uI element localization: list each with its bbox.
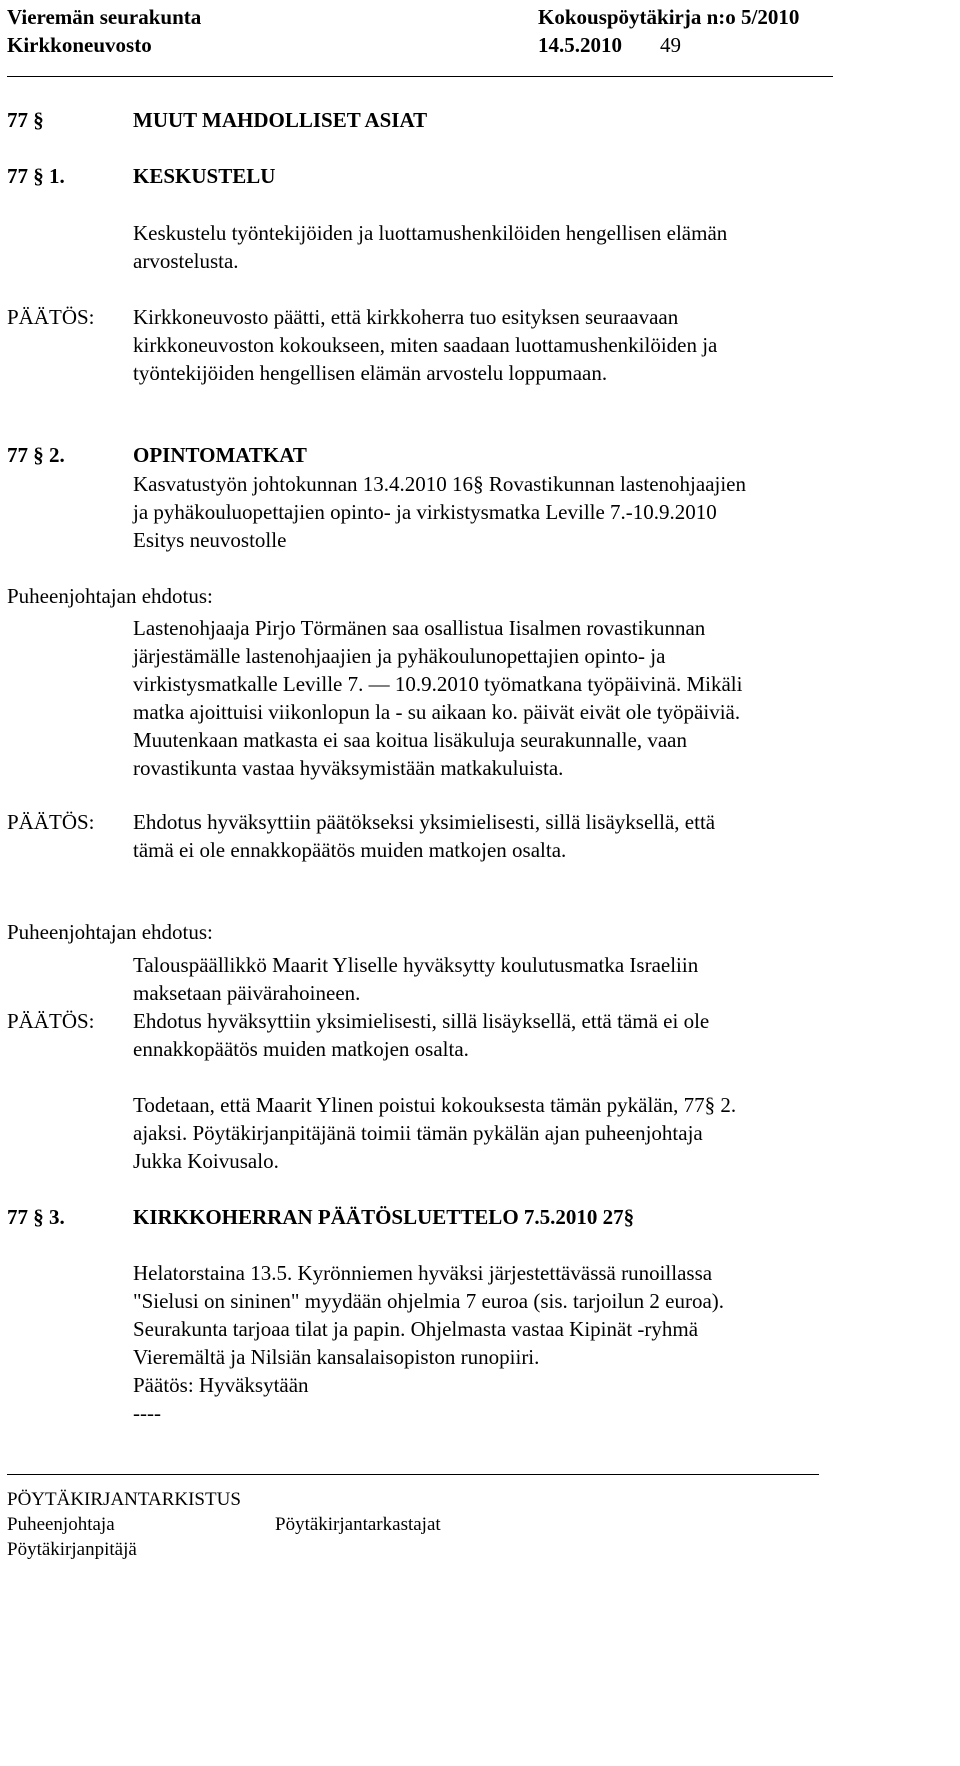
item-2-decision-2-line: Ehdotus hyväksyttiin yksimielisesti, sillä lisäyksellä, että tämä ei ole	[133, 1009, 710, 1033]
item-2-decision-2-label: PÄÄTÖS:	[7, 1009, 95, 1033]
item-2-note-line: ajaksi. Pöytäkirjanpitäjänä toimii tämän pykälän ajan puheenjohtaja	[133, 1121, 703, 1145]
item-2-decision-2-line: ennakkopäätös muiden matkojen osalta.	[133, 1037, 469, 1061]
item-2-number: 77 § 2.	[7, 443, 65, 467]
item-3-number: 77 § 3.	[7, 1205, 65, 1229]
item-1-decision-line: työntekijöiden hengellisen elämän arvostelu loppumaan.	[133, 361, 608, 385]
item-3-decision-line: Päätös: Hyväksytään	[133, 1373, 309, 1397]
item-2-proposal-line: matka ajoittuisi viikonlopun la - su aikaan ko. päivät eivät ole työpäiviä.	[133, 700, 741, 724]
item-3-end-marker: ----	[133, 1401, 161, 1425]
section-sign-icon: §	[33, 108, 44, 132]
header-document-number: Kokouspöytäkirja n:o 5/2010	[538, 5, 800, 29]
section-number: 77 §	[7, 108, 44, 132]
section-sign-icon: §	[33, 443, 44, 467]
item-2-proposal-line: rovastikunta vastaa hyväksymistään matkakuluista.	[133, 756, 564, 780]
footer-title: PÖYTÄKIRJANTARKISTUS	[7, 1489, 241, 1510]
item-2-decision-line: Ehdotus hyväksyttiin päätökseksi yksimielisesti, sillä lisäyksellä, että	[133, 810, 716, 834]
item-3-text-line: Seurakunta tarjoaa tilat ja papin. Ohjelmasta vastaa Kipinät -ryhmä	[133, 1317, 699, 1341]
section-sign-icon: §	[33, 164, 44, 188]
item-1-text-line: Keskustelu työntekijöiden ja luottamushenkilöiden hengellisen elämän	[133, 221, 728, 245]
item-2-proposal-line: virkistysmatkalle Leville 7. — 10.9.2010 työmatkana työpäivinä. Mikäli	[133, 672, 743, 696]
header-body: Kirkkoneuvosto	[7, 33, 152, 57]
section-sign-icon: §	[704, 1093, 716, 1117]
header-organization: Vieremän seurakunta	[7, 5, 202, 29]
header-date: 14.5.2010	[538, 33, 622, 57]
section-sign-icon: §	[33, 1205, 44, 1229]
item-2-proposal-label: Puheenjohtajan ehdotus:	[7, 584, 213, 608]
item-2-proposal-line: järjestämälle lastenohjaajien ja pyhäkoulunopettajien opinto- ja	[133, 644, 666, 668]
item-2-proposal-line: Muutenkaan matkasta ei saa koitua lisäkuluja seurakunnalle, vaan	[133, 728, 687, 752]
item-2-note-line: Todetaan, että Maarit Ylinen poistui kokouksesta tämän pykälän, 77§ 2.	[133, 1093, 737, 1117]
footer-secretary: Pöytäkirjanpitäjä	[7, 1539, 137, 1560]
footer-checkers: Pöytäkirjantarkastajat	[275, 1514, 441, 1535]
item-1-number: 77 § 1.	[7, 164, 65, 188]
item-3-text-line: "Sielusi on sininen" myydään ohjelmia 7 euroa (sis. tarjoilun 2 euroa).	[133, 1289, 725, 1313]
item-3-title: KIRKKOHERRAN PÄÄTÖSLUETTELO 7.5.2010 27§	[133, 1205, 635, 1229]
item-2-decision-line: tämä ei ole ennakkopäätös muiden matkojen osalta.	[133, 838, 567, 862]
item-2-proposal-2-line: maksetaan päivärahoineen.	[133, 981, 361, 1005]
item-2-note-line: Jukka Koivusalo.	[133, 1149, 279, 1173]
item-2-title: OPINTOMATKAT	[133, 443, 307, 467]
item-2-decision-label: PÄÄTÖS:	[7, 810, 95, 834]
header-page-number: 49	[660, 33, 681, 57]
item-3-text-line: Helatorstaina 13.5. Kyrönniemen hyväksi järjestettävässä runoillassa	[133, 1261, 713, 1285]
section-sign-icon: §	[623, 1205, 635, 1229]
item-1-decision-line: kirkkoneuvoston kokoukseen, miten saadaan luottamushenkilöiden ja	[133, 333, 718, 357]
item-2-intro-line: ja pyhäkouluopettajien opinto- ja virkistysmatka Leville 7.-10.9.2010	[133, 500, 717, 524]
item-2-intro-line: Kasvatustyön johtokunnan 13.4.2010 16§ Rovastikunnan lastenohjaajien	[133, 472, 747, 496]
footer-chair: Puheenjohtaja	[7, 1514, 115, 1535]
section-title: MUUT MAHDOLLISET ASIAT	[133, 108, 428, 132]
item-1-decision-line: Kirkkoneuvosto päätti, että kirkkoherra tuo esityksen seuraavaan	[133, 305, 679, 329]
item-1-decision-label: PÄÄTÖS:	[7, 305, 95, 329]
item-2-proposal-2-label: Puheenjohtajan ehdotus:	[7, 920, 213, 944]
item-1-text-line: arvostelusta.	[133, 249, 239, 273]
footer-rule	[7, 1474, 819, 1475]
header-rule	[7, 76, 833, 77]
item-2-intro-line: Esitys neuvostolle	[133, 528, 287, 552]
item-2-proposal-line: Lastenohjaaja Pirjo Törmänen saa osallistua Iisalmen rovastikunnan	[133, 616, 706, 640]
item-3-text-line: Vieremältä ja Nilsiän kansalaisopiston runopiiri.	[133, 1345, 540, 1369]
item-1-title: KESKUSTELU	[133, 164, 276, 188]
item-2-proposal-2-line: Talouspäällikkö Maarit Yliselle hyväksytty koulutusmatka Israeliin	[133, 953, 699, 977]
section-sign-icon: §	[473, 472, 484, 496]
